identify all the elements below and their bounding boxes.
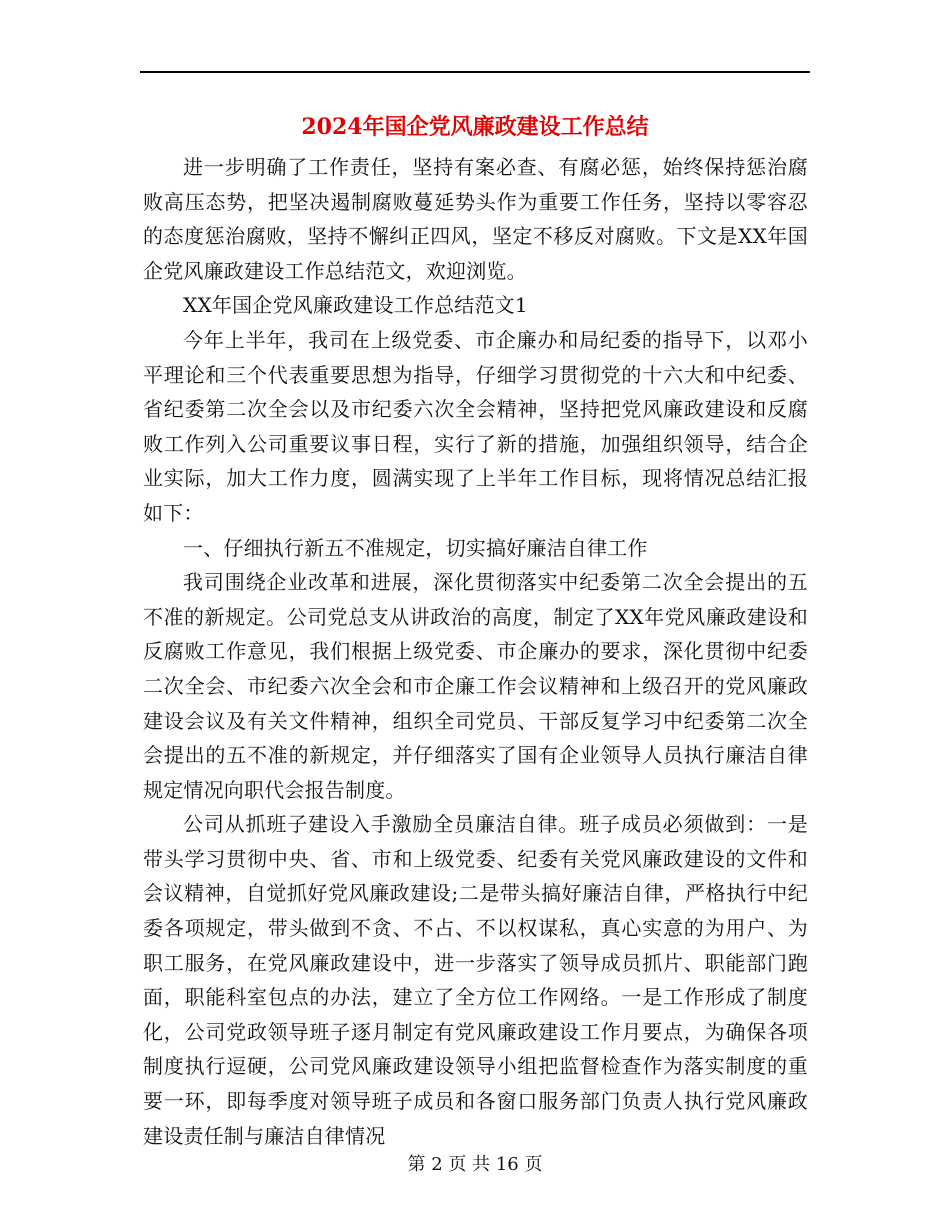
page-number: 第 2 页 共 16 页 — [407, 1154, 543, 1175]
document-title: 2024年国企党风廉政建设工作总结 — [301, 114, 649, 140]
document-body — [143, 150, 808, 1153]
section-heading-1: 一、仔细执行新五不准规定，切实搞好廉洁自律工作 — [183, 535, 648, 560]
header-rule — [140, 71, 810, 73]
paragraph-sample-heading: XX年国企党风廉政建设工作总结范文1 — [183, 293, 528, 318]
paragraph-intro: 进一步明确了工作责任，坚持有案必查、有腐必惩，始终保持惩治腐败高压态势，把坚决遏制腐败蔓延势头作为重要工作任务，坚持以零容忍的态度惩治腐败，坚持不懈纠正四风，坚定不移反对腐败。下文是XX年国企党风廉政建设工作总结范文，欢迎浏览。 — [143, 155, 808, 283]
paragraph-section-1: 我司围绕企业改革和进展，深化贯彻落实中纪委第二次全会提出的五不准的新规定。公司党总支从讲政治的高度，制定了XX年党风廉政建设和反腐败工作意见，我们根据上级党委、市企廉办的要求，深化贯彻中纪委二次全会、市纪委六次全会和市企廉工作会议精神和上级召开的党风廉政建设会议及有关文件精神，组织全司党员、干部反复学习中纪委第二次全会提出的五不准的新规定，并仔细落实了国有企业领导人员执行廉洁自律规定情况向职代会报告制度。 — [143, 570, 808, 802]
paragraph-overview: 今年上半年，我司在上级党委、市企廉办和局纪委的指导下，以邓小平理论和三个代表重要思想为指导，仔细学习贯彻党的十六大和中纪委、省纪委第二次全会以及市纪委六次全会精神，坚持把党风廉政建设和反腐败工作列入公司重要议事日程，实行了新的措施，加强组织领导，结合企业实际，加大工作力度，圆满实现了上半年工作目标，现将情况总结汇报如下： — [143, 327, 808, 525]
paragraph-team-building: 公司从抓班子建设入手激励全员廉洁自律。班子成员必须做到：一是带头学习贯彻中央、省、市和上级党委、纪委有关党风廉政建设的文件和会议精神，自觉抓好党风廉政建设;二是带头搞好廉洁自律，严格执行中纪委各项规定，带头做到不贪、不占、不以权谋私，真心实意的为用户、为职工服务，在党风廉政建设中，进一步落实了领导成员抓片、职能部门跑面，职能科室包点的办法，建立了全方位工作网络。一是工作形成了制度化，公司党政领导班子逐月制定有党风廉政建设工作月要点，为确保各项制度执行逗硬，公司党风廉政建设领导小组把监督检查作为落实制度的重要一环，即每季度对领导班子成员和各窗口服务部门负责人执行党风廉政建设责任制与廉洁自律情况 — [143, 812, 808, 1148]
